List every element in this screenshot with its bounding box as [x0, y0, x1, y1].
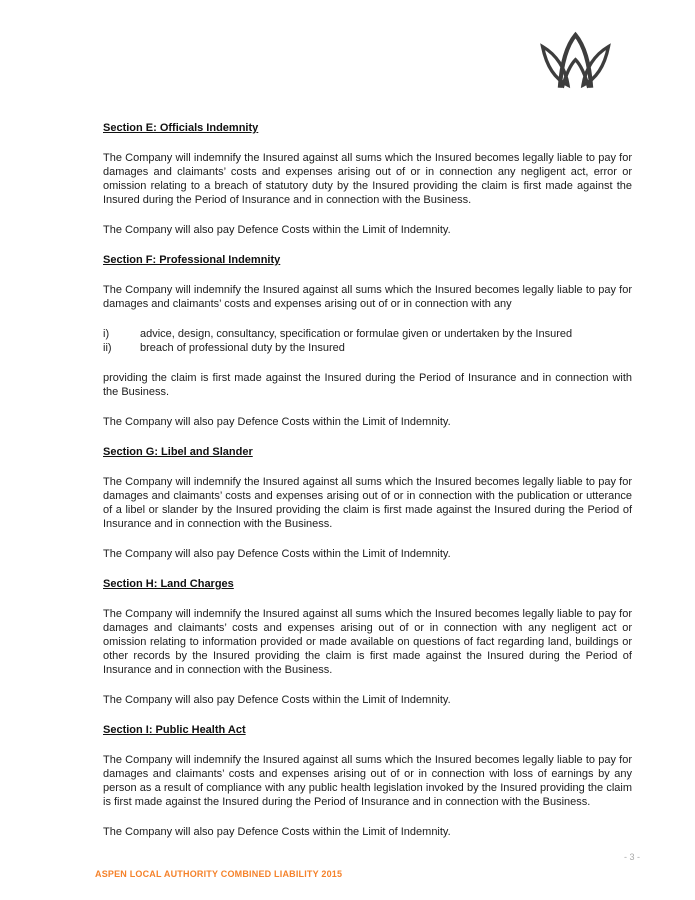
- list-item-marker: ii): [103, 342, 112, 354]
- page-number: - 3 -: [623, 852, 640, 862]
- section-i-defence-costs-line: The Company will also pay Defence Costs within the Limit of Indemnity.: [103, 826, 451, 838]
- section-f-intro-paragraph: The Company will indemnify the Insured against all sums which the Insured becomes legally liable to pay for damages and claimants’ costs and expenses arising out of or in connection with any: [103, 284, 632, 310]
- aspen-logo: [533, 30, 618, 96]
- section-g-paragraph: The Company will indemnify the Insured against all sums which the Insured becomes legally liable to pay for damages and claimants’ costs and expenses arising out of or in connection with the publication or utterance of a libel or slander by the Insured providing the claim is first made against the Insured during the Period of Insurance and in connection with the Business.: [103, 476, 632, 530]
- section-e-paragraph: The Company will indemnify the Insured against all sums which the Insured becomes legally liable to pay for damages and claimants’ costs and expenses arising out of or in connection any negligent act, error or omission relating to a breach of statutory duty by the Insured providing the claim is first made against the Insured during the Period of Insurance and in connection with the Business.: [103, 152, 632, 206]
- section-g-heading: Section G: Libel and Slander: [103, 446, 253, 458]
- list-item-text: advice, design, consultancy, specification or formulae given or undertaken by the Insured: [140, 328, 573, 340]
- section-f-defence-costs-line: The Company will also pay Defence Costs within the Limit of Indemnity.: [103, 416, 451, 428]
- section-e-defence-costs-line: The Company will also pay Defence Costs within the Limit of Indemnity.: [103, 224, 451, 236]
- list-item-marker: i): [103, 328, 110, 340]
- section-f-list: [103, 327, 632, 355]
- section-h-defence-costs-line: The Company will also pay Defence Costs within the Limit of Indemnity.: [103, 694, 451, 706]
- section-h-paragraph: The Company will indemnify the Insured against all sums which the Insured becomes legally liable to pay for damages and claimants’ costs and expenses arising out of or in connection with any negligent act or omission relating to information provided or made available on questions of fact regarding land, buildings or other records by the Insured providing the claim is first made against the Insured during the Period of Insurance and in connection with the Business.: [103, 608, 632, 676]
- aspen-logo-icon: [533, 30, 618, 96]
- list-item: [103, 327, 632, 341]
- section-g-defence-costs-line: The Company will also pay Defence Costs within the Limit of Indemnity.: [103, 548, 451, 560]
- section-i-heading: Section I: Public Health Act: [103, 724, 246, 736]
- section-f-heading: Section F: Professional Indemnity: [103, 254, 281, 266]
- section-e-heading: Section E: Officials Indemnity: [103, 122, 259, 134]
- section-f-continuation-paragraph: providing the claim is first made against the Insured during the Period of Insurance and in connection with the Business.: [103, 372, 632, 398]
- footer-document-reference: ASPEN LOCAL AUTHORITY COMBINED LIABILITY 2015: [95, 869, 343, 879]
- section-i-paragraph: The Company will indemnify the Insured against all sums which the Insured becomes legally liable to pay for damages and claimants’ costs and expenses arising out of or in connection with loss of earnings by any person as a result of compliance with any public health legislation invoked by the Insured providing the claim is first made against the Insured during the Period of Insurance and in connection with the Business.: [103, 754, 632, 808]
- list-item-text: breach of professional duty by the Insured: [140, 342, 345, 354]
- section-h-heading: Section H: Land Charges: [103, 578, 234, 590]
- document-body: [103, 121, 632, 839]
- list-item: [103, 341, 632, 355]
